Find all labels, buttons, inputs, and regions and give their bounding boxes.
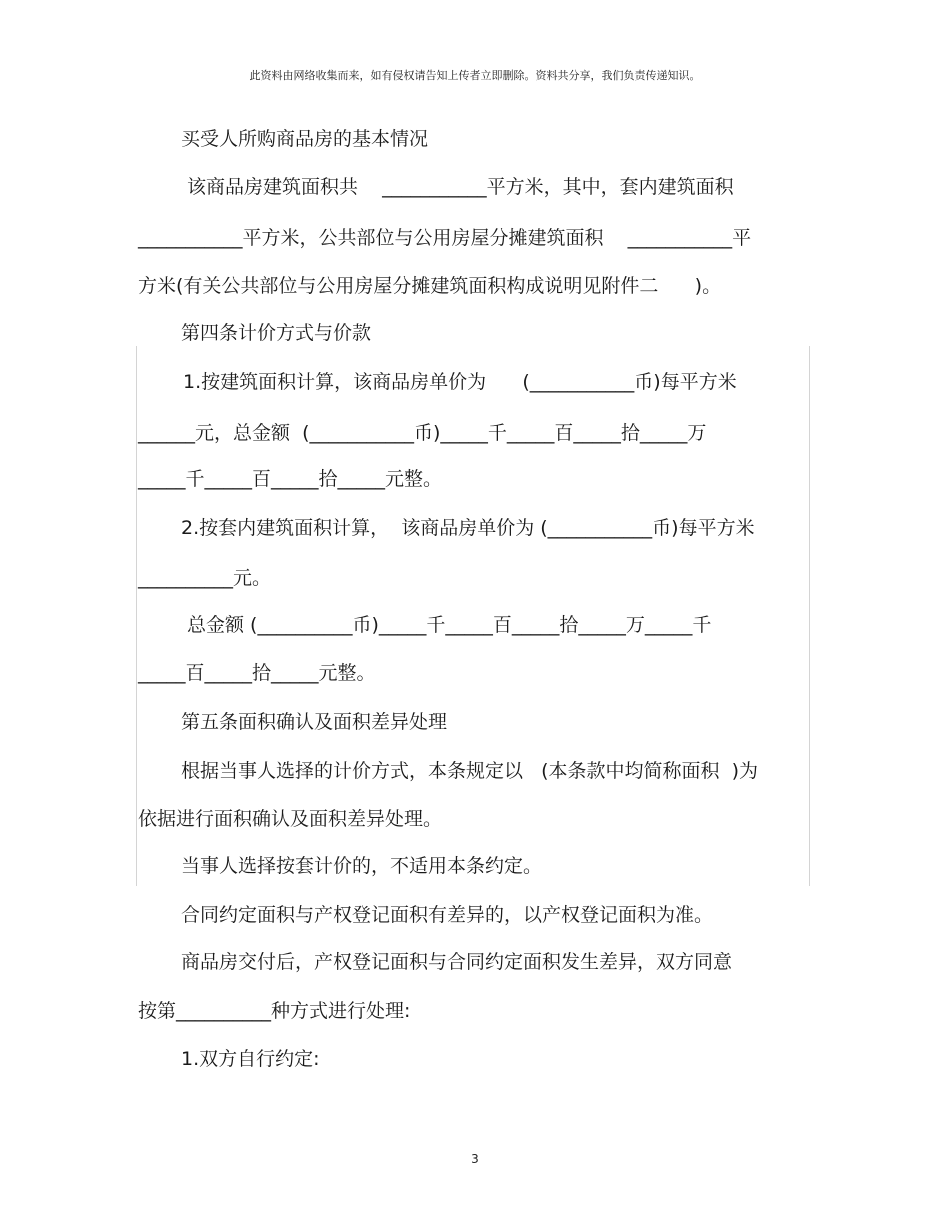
paragraph-line: _____千_____百_____拾_____元整。 (138, 468, 443, 490)
paragraph-line: ______元，总金额 (___________币)_____千_____百_____拾_____万 (138, 422, 707, 444)
article-heading: 第五条面积确认及面积差异处理 (181, 711, 448, 733)
paragraph-line: 该商品房建筑面积共 ___________平方米，其中，套内建筑面积 (187, 176, 734, 198)
paragraph-line: 合同约定面积与产权登记面积有差异的，以产权登记面积为准。 (181, 904, 714, 926)
paragraph-line: 当事人选择按套计价的，不适用本条约定。 (181, 855, 543, 877)
paragraph-line: __________元。 (138, 567, 272, 589)
paragraph-line: 总金额 (__________币)_____千_____百_____拾_____万_____千 (187, 614, 712, 636)
paragraph-line: 根据当事人选择的计价方式，本条规定以 (本条款中均简称面积 )为 (181, 760, 759, 782)
article-heading: 第四条计价方式与价款 (181, 322, 372, 344)
page-number: 3 (471, 1152, 479, 1166)
frame-left-border (136, 346, 137, 886)
frame-right-border (809, 346, 810, 886)
paragraph-line: 买受人所购商品房的基本情况 (181, 128, 429, 150)
paragraph-line: _____百_____拾_____元整。 (138, 662, 376, 684)
paragraph-line: 商品房交付后，产权登记面积与合同约定面积发生差异，双方同意 (181, 951, 733, 973)
paragraph-line: 方米(有关公共部位与公用房屋分摊建筑面积构成说明见附件二 )。 (138, 275, 722, 297)
paragraph-line: 依据进行面积确认及面积差异处理。 (138, 808, 443, 830)
paragraph-line: 1.双方自行约定: (181, 1048, 320, 1070)
paragraph-line: 1.按建筑面积计算，该商品房单价为 (___________币)每平方米 (183, 371, 737, 393)
paragraph-line: 2.按套内建筑面积计算， 该商品房单价为 (___________币)每平方米 (181, 517, 755, 539)
paragraph-line: ___________平方米，公共部位与公用房屋分摊建筑面积 ___________平 (138, 227, 752, 249)
paragraph-line: 按第__________种方式进行处理: (138, 1000, 411, 1022)
copyright-notice: 此资料由网络收集而来，如有侵权请告知上传者立即删除。资料共分享，我们负责传递知识。 (249, 69, 701, 82)
